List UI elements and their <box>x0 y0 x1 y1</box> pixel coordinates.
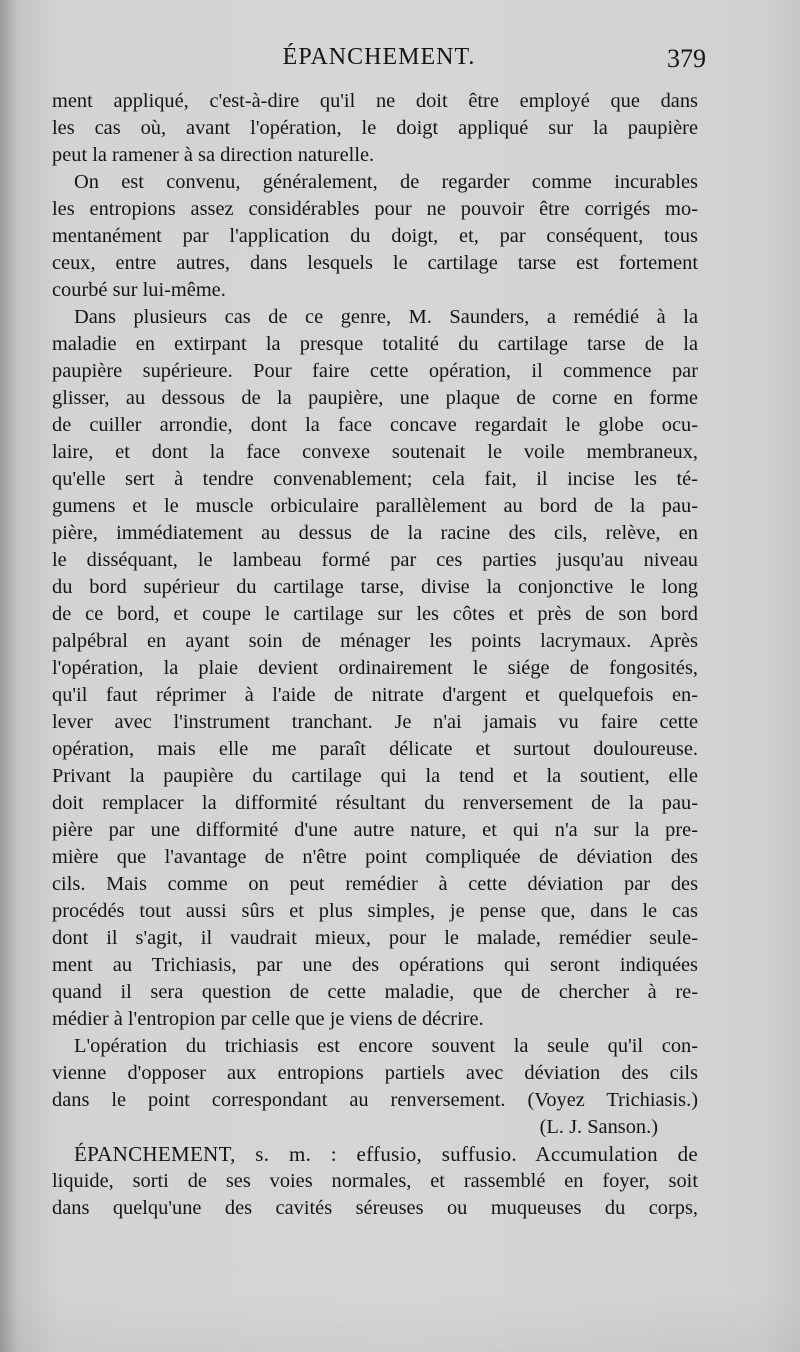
text-line: du bord supérieur du cartilage tarse, divise la conjonctive le long <box>52 576 698 598</box>
text-line: maladie en extirpant la presque totalité du cartilage tarse de la <box>52 333 698 355</box>
text-line: ment au Trichiasis, par une des opérations qui seront indiquées <box>52 954 698 976</box>
text-line: qu'elle sert à tendre convenablement; cela fait, il incise les té- <box>52 468 698 490</box>
text-line: mière que l'avantage de n'être point compliquée de déviation des <box>52 846 698 868</box>
text-line: palpébral en ayant soin de ménager les points lacrymaux. Après <box>52 630 698 652</box>
text-line: pière par une difformité d'une autre nature, et qui n'a sur la pre- <box>52 819 698 841</box>
page-shadow <box>0 1292 800 1352</box>
text-line: doit remplacer la difformité résultant du renversement de la pau- <box>52 792 698 814</box>
text-line: médier à l'entropion par celle que je viens de décrire. <box>52 1008 484 1030</box>
running-head: ÉPANCHEMENT. <box>282 44 476 70</box>
body-text <box>52 88 698 1222</box>
text-line: laire, et dont la face convexe soutenait le voile membraneux, <box>52 441 698 463</box>
text-line: de ce bord, et coupe le cartilage sur les côtes et près de son bord <box>52 603 698 625</box>
text-line: Privant la paupière du cartilage qui la tend et la soutient, elle <box>52 765 698 787</box>
text-line: opération, mais elle me paraît délicate et surtout douloureuse. <box>52 738 698 760</box>
page-number: 379 <box>667 44 706 73</box>
text-line: procédés tout aussi sûrs et plus simples, je pense que, dans le cas <box>52 900 698 922</box>
paragraph-start-line: Dans plusieurs cas de ce genre, M. Saunders, a remédié à la <box>74 306 698 328</box>
text-line: courbé sur lui-même. <box>52 279 226 301</box>
text-line: cils. Mais comme on peut remédier à cette déviation par des <box>52 873 698 895</box>
text-line: dans quelqu'une des cavités séreuses ou muqueuses du corps, <box>52 1197 698 1219</box>
text-line: gumens et le muscle orbiculaire parallèlement au bord de la pau- <box>52 495 698 517</box>
text-line: paupière supérieure. Pour faire cette opération, il commence par <box>52 360 698 382</box>
text-line: dans le point correspondant au renversement. (Voyez Trichiasis.) <box>52 1089 698 1111</box>
text-line: l'opération, la plaie devient ordinairement le siége de fongosités, <box>52 657 698 679</box>
text-line: qu'il faut réprimer à l'aide de nitrate d'argent et quelquefois en- <box>52 684 698 706</box>
text-line: les entropions assez considérables pour ne pouvoir être corrigés mo- <box>52 198 698 220</box>
text-line: lever avec l'instrument tranchant. Je n'ai jamais vu faire cette <box>52 711 698 733</box>
text-line: les cas où, avant l'opération, le doigt appliqué sur la paupière <box>52 117 698 139</box>
text-line: de cuiller arrondie, dont la face concave regardait le globe ocu- <box>52 414 698 436</box>
text-line: quand il sera question de cette maladie, que de chercher à re- <box>52 981 698 1003</box>
text-line: mentanément par l'application du doigt, et, par conséquent, tous <box>52 225 698 247</box>
author-signature: (L. J. Sanson.) <box>539 1116 658 1138</box>
page-header <box>52 44 706 84</box>
text-line: pière, immédiatement au dessus de la racine des cils, relève, en <box>52 522 698 544</box>
text-line: peut la ramener à sa direction naturelle. <box>52 144 375 166</box>
text-line: le disséquant, le lambeau formé par ces parties jusqu'au niveau <box>52 549 698 571</box>
text-line: glisser, au dessous de la paupière, une plaque de corne en forme <box>52 387 698 409</box>
paragraph-start-line: On est convenu, généralement, de regarder comme incurables <box>74 171 698 193</box>
text-line: vienne d'opposer aux entropions partiels avec déviation des cils <box>52 1062 698 1084</box>
text-line: liquide, sorti de ses voies normales, et rassemblé en foyer, soit <box>52 1170 698 1192</box>
entry-heading-line: ÉPANCHEMENT, s. m. : effusio, suffusio. Accumulation de <box>74 1142 698 1166</box>
text-line: ment appliqué, c'est-à-dire qu'il ne doit être employé que dans <box>52 90 698 112</box>
paragraph-start-line: L'opération du trichiasis est encore souvent la seule qu'il con- <box>74 1035 698 1057</box>
text-line: ceux, entre autres, dans lesquels le cartilage tarse est fortement <box>52 252 698 274</box>
text-line: dont il s'agit, il vaudrait mieux, pour le malade, remédier seule- <box>52 927 698 949</box>
